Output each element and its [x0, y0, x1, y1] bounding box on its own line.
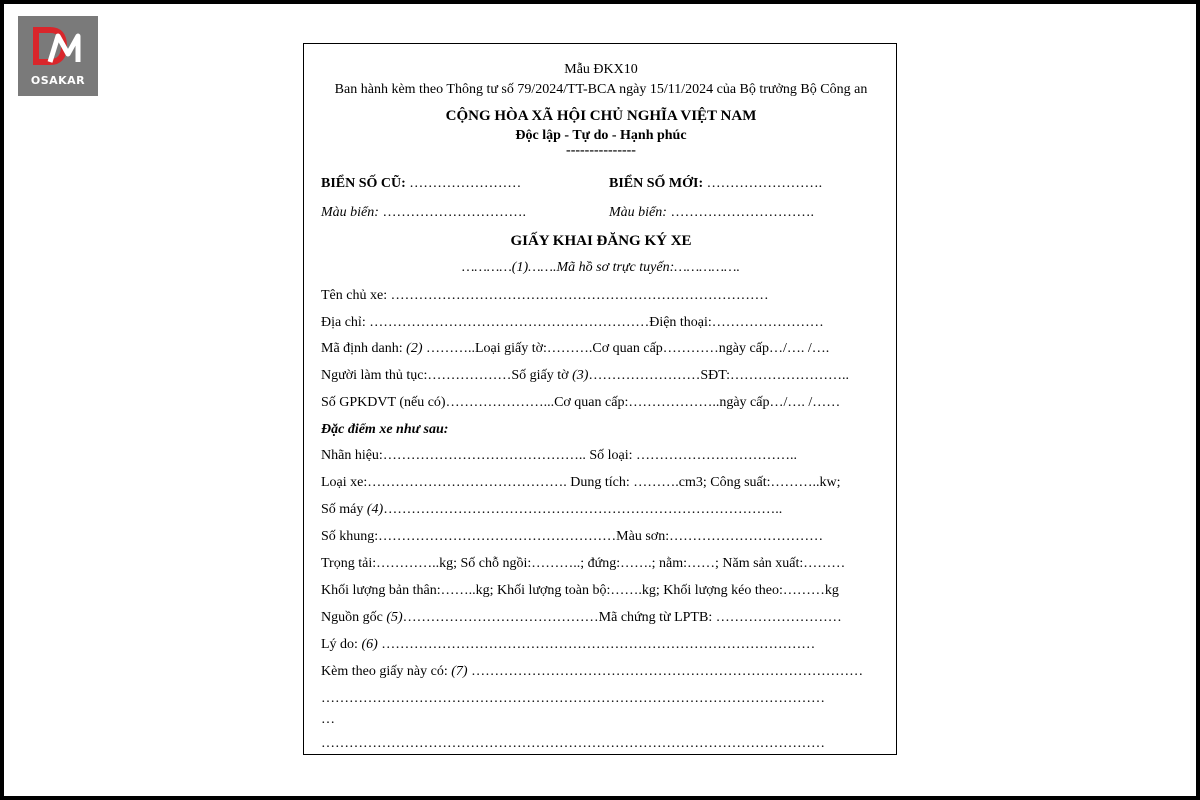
- note-4: (4): [366, 502, 384, 517]
- reason-field: [321, 637, 815, 653]
- applicant-label: Người làm thủ tục:………………Số giấy tờ: [321, 368, 573, 383]
- old-plate-row: [321, 176, 521, 192]
- identification-details: ………..Loại giấy tờ:……….Cơ quan cấp…………ngày cấp…/…. /….: [422, 341, 830, 356]
- issued-by-line: Ban hành kèm theo Thông tư số 79/2024/TT-BCA ngày 15/11/2024 của Bộ trưởng Bộ Công an: [334, 82, 868, 97]
- vehicle-features-heading: Đặc điểm xe như sau:: [321, 422, 449, 437]
- motto: Độc lập - Tự do - Hạnh phúc: [515, 128, 687, 143]
- reason-label: Lý do:: [321, 637, 362, 652]
- attachments-line-3: ………………………………………………………………………………………………: [321, 736, 825, 751]
- owner-name-field: Tên chủ xe: ………………………………………………………………………: [321, 288, 769, 303]
- form-code: Mẫu ĐKX10: [564, 62, 638, 77]
- transport-license-field: Số GPKDVT (nếu có)…………………...Cơ quan cấp:………………..ngày cấp…/…. /……: [321, 395, 841, 410]
- origin-label: Nguồn gốc: [321, 610, 387, 625]
- applicant-details: ……………………SĐT:……………………..: [588, 368, 850, 383]
- new-plate-color-label: Màu biển:: [609, 205, 667, 220]
- origin-details: ……………………………………Mã chứng từ LPTB: ………………………: [402, 610, 842, 625]
- old-plate-color-row: [321, 205, 526, 221]
- new-plate-row: [609, 176, 822, 192]
- note-5: (5): [386, 610, 403, 625]
- attachments-dots: …………………………………………………………………………: [467, 664, 864, 679]
- dm-monogram-icon: [28, 24, 88, 70]
- attachments-line-1: ………………………………………………………………………………………………: [321, 691, 825, 706]
- brand-model-field: Nhãn hiệu:…………………………………….. Số loại: ……………………………..: [321, 448, 797, 463]
- republic-heading: CỘNG HÒA XÃ HỘI CHỦ NGHĨA VIỆT NAM: [445, 108, 757, 124]
- new-plate-dots: …………………….: [703, 176, 823, 191]
- engine-number-label: Số máy: [321, 502, 367, 517]
- new-plate-color-dots: ………………………….: [666, 205, 814, 220]
- vehicle-type-field: Loại xe:……………………………………. Dung tích: ……….cm3; Công suất:………..kw;: [321, 475, 841, 490]
- identification-label: Mã định danh:: [321, 341, 407, 356]
- identification-field: [321, 341, 829, 357]
- applicant-field: [321, 368, 849, 384]
- engine-number-field: [321, 502, 782, 518]
- address-phone-field: Địa chỉ: ……………………………………………………Điện thoại:……………………: [321, 315, 824, 330]
- note-2: (2): [406, 341, 423, 356]
- form-title: GIẤY KHAI ĐĂNG KÝ XE: [510, 233, 692, 249]
- new-plate-label: BIỂN SỐ MỚI:: [609, 176, 704, 191]
- reason-dots: …………………………………………………………………………………: [377, 637, 816, 652]
- engine-number-dots: …………………………………………………………………………..: [383, 502, 783, 517]
- attachments-line-2: …: [321, 712, 335, 727]
- osakar-logo: [18, 16, 98, 96]
- weight-field: Khối lượng bản thân:……..kg; Khối lượng toàn bộ:…….kg; Khối lượng kéo theo:………kg: [321, 583, 839, 598]
- registration-form-document: [303, 43, 897, 755]
- note-3: (3): [572, 368, 589, 383]
- chassis-color-field: Số khung:……………………………………………Màu sơn:……………………………: [321, 529, 824, 544]
- capacity-field: Trọng tải:…………..kg; Số chỗ ngồi:………..; đứng:…….; nằm:……; Năm sản xuất:………: [321, 556, 846, 571]
- logo-brand-text: OSAKAR: [30, 74, 86, 87]
- old-plate-color-dots: ………………………….: [378, 205, 526, 220]
- note-6: (6): [361, 637, 378, 652]
- old-plate-color-label: Màu biển:: [321, 205, 379, 220]
- origin-field: [321, 610, 842, 626]
- attachments-label: Kèm theo giấy này có:: [321, 664, 452, 679]
- attachments-field: [321, 664, 863, 680]
- motto-divider: ---------------: [566, 143, 636, 158]
- online-dossier-code: …………(1)…….Mã hồ sơ trực tuyến:…………….: [461, 260, 740, 275]
- old-plate-dots: ……………………: [405, 176, 522, 191]
- new-plate-color-row: [609, 205, 814, 221]
- old-plate-label: BIỂN SỐ CŨ:: [321, 176, 406, 191]
- note-7: (7): [451, 664, 468, 679]
